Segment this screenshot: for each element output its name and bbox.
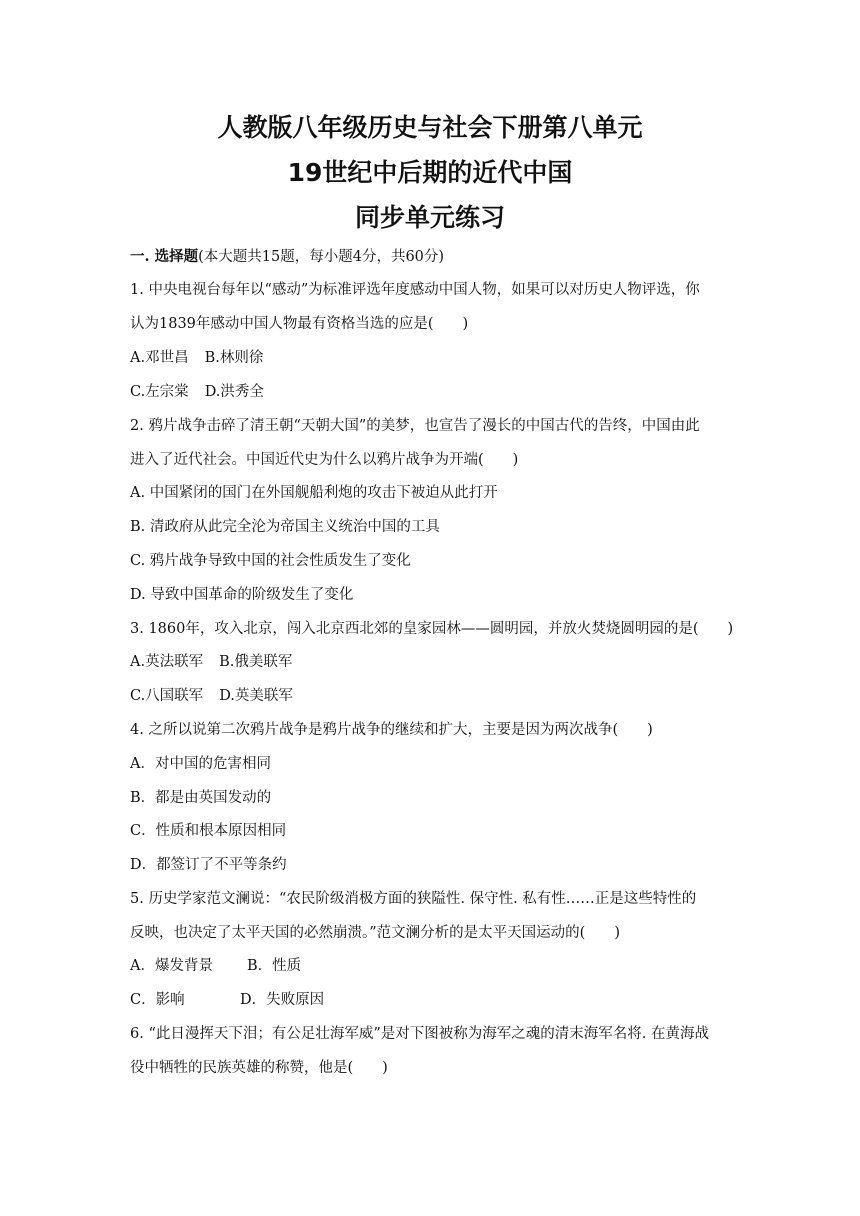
question-1-option-d: D.洪秀全 <box>204 384 264 400</box>
question-4-option-c: C．性质和根本原因相同 <box>130 823 287 839</box>
question-1-option-b: B.林则徐 <box>204 350 264 366</box>
question-1-option-a: A.邓世昌 <box>130 350 189 366</box>
question-1-stem-line2: 认为1839年感动中国人物最有资格当选的应是( ) <box>130 316 469 332</box>
question-1-options-row2 <box>130 381 264 403</box>
question-5-options-row1 <box>130 955 301 977</box>
question-2-option-d: D. 导致中国革命的阶级发生了变化 <box>130 587 354 603</box>
question-3-options-row1 <box>130 651 292 673</box>
question-3-option-a: A.英法联军 <box>130 654 204 670</box>
document-subtitle: 19世纪中后期的近代中国 <box>287 158 573 187</box>
question-3-options-row2 <box>130 685 293 707</box>
question-5-stem-line2: 反映，也决定了太平天国的必然崩溃。”范文澜分析的是太平天国运动的( ) <box>130 925 620 941</box>
question-5-option-b: B．性质 <box>246 958 302 974</box>
question-2-option-b: B. 清政府从此完全沦为帝国主义统治中国的工具 <box>130 519 440 535</box>
question-6-stem-line2: 役中牺牲的民族英雄的称赞，他是( ) <box>130 1060 388 1076</box>
question-6-stem-line1: 6. “此日漫挥天下泪；有公足壮海军威”是对下图被称为海军之魂的清末海军名将. 在黄海战 <box>130 1026 709 1042</box>
question-1-stem-line1: 1. 中央电视台每年以“感动”为标准评选年度感动中国人物，如果可以对历史人物评选，你 <box>130 282 700 298</box>
question-4-stem-line1: 4. 之所以说第二次鸦片战争是鸦片战争的继续和扩大，主要是因为两次战争( ) <box>130 722 653 738</box>
question-2-stem-line2: 进入了近代社会。中国近代史为什么以鸦片战争为开端( ) <box>130 452 519 468</box>
question-3-option-b: B.俄美联军 <box>219 654 293 670</box>
question-4-option-b: B．都是由英国发动的 <box>130 790 272 806</box>
question-4-option-d: D．都签订了不平等条约 <box>130 857 287 873</box>
question-1-option-c: C.左宗棠 <box>130 384 189 400</box>
section-label: 一. 选择题 <box>130 248 199 265</box>
question-5-option-a: A．爆发背景 <box>130 958 213 974</box>
question-5-stem-line1: 5. 历史学家范文澜说：“农民阶级消极方面的狭隘性. 保守性. 私有性……正是这些特性的 <box>130 891 697 907</box>
question-3-option-c: C.八国联军 <box>130 688 204 704</box>
question-5-option-c: C．影响 <box>130 992 185 1008</box>
question-2-stem-line1: 2. 鸦片战争击碎了清王朝“天朝大国”的美梦，也宣告了漫长的中国古代的告终，中国由此 <box>130 418 700 434</box>
section-note: (本大题共15题，每小题4分，共60分) <box>198 249 445 265</box>
question-1-options-row1 <box>130 347 263 369</box>
question-2-option-a: A. 中国紧闭的国门在外国舰船利炮的攻击下被迫从此打开 <box>130 485 498 501</box>
document-subtitle-2: 同步单元练习 <box>354 203 505 232</box>
question-2-option-c: C. 鸦片战争导致中国的社会性质发生了变化 <box>130 553 411 569</box>
section-heading <box>130 246 444 268</box>
question-4-option-a: A．对中国的危害相同 <box>130 756 271 772</box>
question-5-option-d: D．失败原因 <box>240 992 325 1008</box>
document-title: 人教版八年级历史与社会下册第八单元 <box>217 113 643 142</box>
question-5-options-row2 <box>130 989 324 1011</box>
question-3-option-d: D.英美联军 <box>219 688 293 704</box>
question-3-stem-line1: 3. 1860年，攻入北京，闯入北京西北郊的皇家园林——圆明园，并放火焚烧圆明园的是( ) <box>130 621 734 637</box>
